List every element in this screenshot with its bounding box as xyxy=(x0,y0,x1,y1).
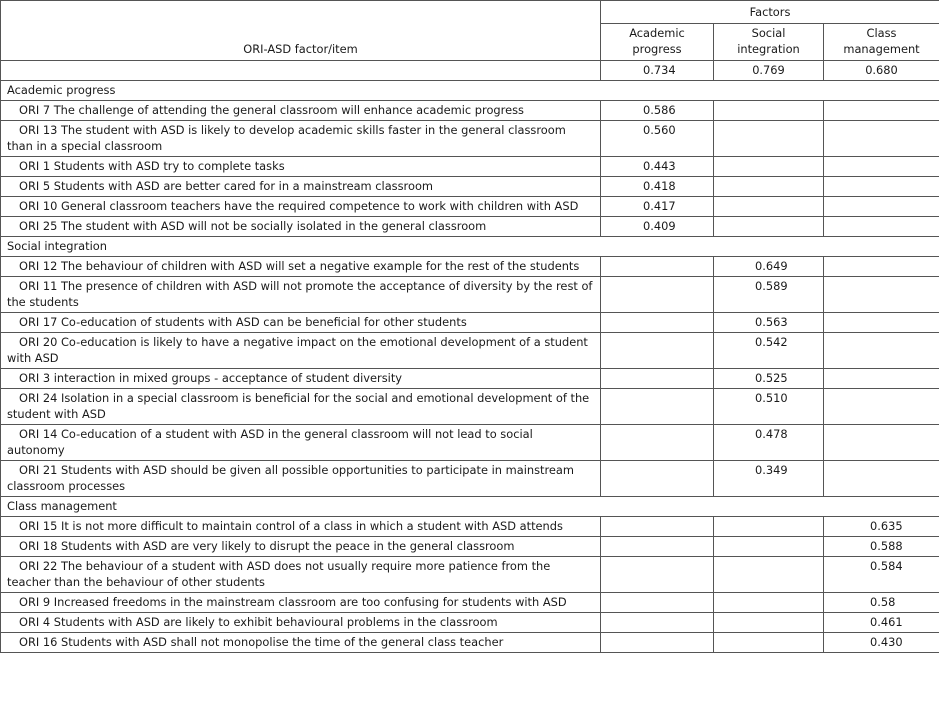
table-row xyxy=(1,101,939,121)
factor-header-class-management: Class management xyxy=(824,24,939,61)
empty-cell xyxy=(824,101,939,121)
item-text: ORI 21 Students with ASD should be given all possible opportunities to participate in mainstream classroom processes xyxy=(1,461,601,497)
table-row xyxy=(1,461,939,497)
item-text: ORI 4 Students with ASD are likely to exhibit behavioural problems in the classroom xyxy=(1,613,601,633)
empty-cell xyxy=(824,389,939,425)
loading-value: 0.649 xyxy=(714,257,824,277)
loading-value: 0.430 xyxy=(824,633,939,653)
empty-cell xyxy=(714,177,824,197)
table-row xyxy=(1,313,939,333)
loading-value: 0.461 xyxy=(824,613,939,633)
item-text: ORI 22 The behaviour of a student with ASD does not usually require more patience from the teacher than the behaviour of other students xyxy=(1,557,601,593)
empty-cell xyxy=(714,217,824,237)
loading-value: 0.588 xyxy=(824,537,939,557)
empty-cell xyxy=(824,369,939,389)
table-row xyxy=(1,557,939,593)
loading-value: 0.525 xyxy=(714,369,824,389)
empty-cell xyxy=(824,257,939,277)
empty-cell xyxy=(824,177,939,197)
empty-cell xyxy=(714,197,824,217)
empty-cell xyxy=(824,157,939,177)
loading-value: 0.563 xyxy=(714,313,824,333)
empty-cell xyxy=(601,257,714,277)
item-text: ORI 20 Co-education is likely to have a negative impact on the emotional development of a student with ASD xyxy=(1,333,601,369)
loading-value: 0.635 xyxy=(824,517,939,537)
empty-cell xyxy=(601,425,714,461)
item-text: ORI 14 Co-education of a student with ASD in the general classroom will not lead to social autonomy xyxy=(1,425,601,461)
table-row xyxy=(1,157,939,177)
empty-cell xyxy=(714,613,824,633)
empty-cell xyxy=(601,517,714,537)
loading-value: 0.58 xyxy=(824,593,939,613)
table-row xyxy=(1,177,939,197)
alpha-value-f3: 0.680 xyxy=(824,61,939,81)
table-row xyxy=(1,121,939,157)
item-text: ORI 13 The student with ASD is likely to develop academic skills faster in the general classroom than in a special classroom xyxy=(1,121,601,157)
table-row xyxy=(1,257,939,277)
item-text: ORI 5 Students with ASD are better cared for in a mainstream classroom xyxy=(1,177,601,197)
section-row xyxy=(1,237,939,257)
table-row xyxy=(1,633,939,653)
empty-cell xyxy=(601,313,714,333)
empty-cell xyxy=(824,313,939,333)
item-text: ORI 24 Isolation in a special classroom is beneficial for the social and emotional development of the student with ASD xyxy=(1,389,601,425)
empty-cell xyxy=(714,517,824,537)
empty-cell xyxy=(601,537,714,557)
table-row xyxy=(1,537,939,557)
table-row xyxy=(1,389,939,425)
section-title: Social integration xyxy=(1,237,939,257)
table-row xyxy=(1,333,939,369)
item-text: ORI 25 The student with ASD will not be socially isolated in the general classroom xyxy=(1,217,601,237)
empty-cell xyxy=(714,593,824,613)
empty-cell xyxy=(714,121,824,157)
table-row xyxy=(1,277,939,313)
empty-cell xyxy=(601,613,714,633)
empty-cell xyxy=(601,557,714,593)
table-row xyxy=(1,369,939,389)
loading-value: 0.584 xyxy=(824,557,939,593)
table-row xyxy=(1,197,939,217)
table-row xyxy=(1,593,939,613)
empty-cell xyxy=(601,333,714,369)
section-title: Academic progress xyxy=(1,81,939,101)
empty-cell xyxy=(714,537,824,557)
empty-cell xyxy=(601,593,714,613)
alpha-row xyxy=(1,61,939,81)
section-row xyxy=(1,497,939,517)
empty-cell xyxy=(601,389,714,425)
loading-value: 0.542 xyxy=(714,333,824,369)
empty-cell xyxy=(824,425,939,461)
loading-value: 0.589 xyxy=(714,277,824,313)
item-text: ORI 9 Increased freedoms in the mainstream classroom are too confusing for students with ASD xyxy=(1,593,601,613)
loading-value: 0.417 xyxy=(601,197,714,217)
table-row xyxy=(1,217,939,237)
empty-cell xyxy=(824,197,939,217)
factors-header: Factors xyxy=(601,1,939,24)
factor-header-academic-progress: Academic progress xyxy=(601,24,714,61)
empty-cell xyxy=(601,369,714,389)
empty-cell xyxy=(824,277,939,313)
item-text: ORI 12 The behaviour of children with ASD will set a negative example for the rest of the students xyxy=(1,257,601,277)
empty-cell xyxy=(714,557,824,593)
item-text: ORI 1 Students with ASD try to complete tasks xyxy=(1,157,601,177)
empty-cell xyxy=(824,121,939,157)
item-text: ORI 17 Co-education of students with ASD can be beneficial for other students xyxy=(1,313,601,333)
empty-cell xyxy=(824,217,939,237)
loading-value: 0.443 xyxy=(601,157,714,177)
item-text: ORI 3 interaction in mixed groups - acceptance of student diversity xyxy=(1,369,601,389)
empty-cell xyxy=(714,101,824,121)
table-body xyxy=(1,61,939,653)
alpha-value-f2: 0.769 xyxy=(714,61,824,81)
loading-value: 0.586 xyxy=(601,101,714,121)
loading-value: 0.560 xyxy=(601,121,714,157)
header-row-factors xyxy=(1,1,939,24)
item-text: ORI 16 Students with ASD shall not monopolise the time of the general class teacher xyxy=(1,633,601,653)
empty-cell xyxy=(601,277,714,313)
section-row xyxy=(1,81,939,101)
table-row xyxy=(1,425,939,461)
empty-cell xyxy=(601,633,714,653)
loading-value: 0.409 xyxy=(601,217,714,237)
item-text: ORI 18 Students with ASD are very likely to disrupt the peace in the general classroom xyxy=(1,537,601,557)
section-title: Class management xyxy=(1,497,939,517)
loading-value: 0.418 xyxy=(601,177,714,197)
empty-cell xyxy=(601,461,714,497)
loading-value: 0.349 xyxy=(714,461,824,497)
item-text: ORI 10 General classroom teachers have the required competence to work with children with ASD xyxy=(1,197,601,217)
empty-cell xyxy=(714,633,824,653)
table-row xyxy=(1,517,939,537)
item-column-header: ORI-ASD factor/item xyxy=(1,1,601,61)
item-text: ORI 15 It is not more difficult to maintain control of a class in which a student with ASD attends xyxy=(1,517,601,537)
loading-value: 0.510 xyxy=(714,389,824,425)
alpha-value-f1: 0.734 xyxy=(601,61,714,81)
factor-header-social-integration: Social integration xyxy=(714,24,824,61)
empty-cell xyxy=(824,461,939,497)
empty-cell xyxy=(714,157,824,177)
empty-cell xyxy=(824,333,939,369)
alpha-row-label xyxy=(1,61,601,81)
loading-value: 0.478 xyxy=(714,425,824,461)
item-text: ORI 11 The presence of children with ASD will not promote the acceptance of diversity by the rest of the students xyxy=(1,277,601,313)
table-row xyxy=(1,613,939,633)
item-text: ORI 7 The challenge of attending the general classroom will enhance academic progress xyxy=(1,101,601,121)
